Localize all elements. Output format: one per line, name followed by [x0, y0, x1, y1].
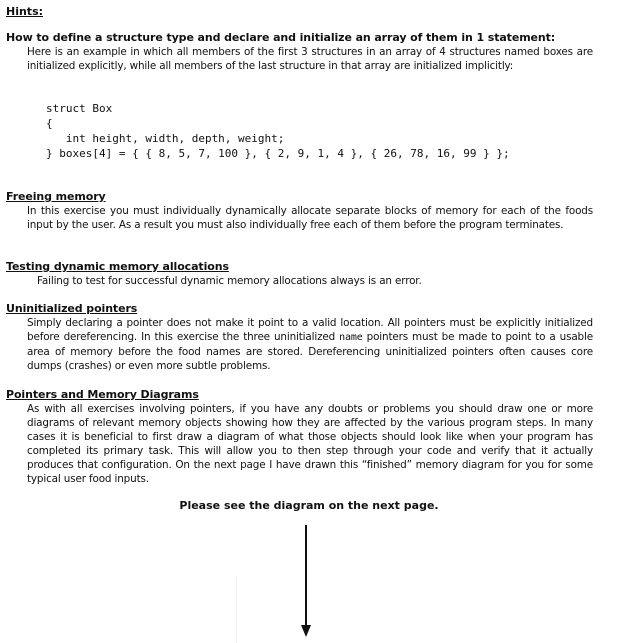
name-code-word: name: [339, 332, 363, 343]
hints-heading: Hints:: [6, 5, 44, 18]
down-arrow-icon: [300, 525, 312, 640]
uninit-text-after: pointers must be made to point to a usable area of memory before the food names are stored. Dereferencing uninitialized pointers often causes core dumps (crashes) or even more subtle problems.: [27, 331, 593, 372]
testing-heading: Testing dynamic memory allocations: [6, 260, 229, 273]
testing-paragraph: Failing to test for successful dynamic memory allocations always is an error.: [37, 275, 422, 287]
uninit-text-before: Simply declaring a pointer does not make it point to a valid location. All pointers must be explicitly initialized before dereferencing. In this exercise the three uninitialized: [27, 317, 593, 343]
divider: [236, 576, 237, 643]
diagrams-heading: Pointers and Memory Diagrams: [6, 388, 199, 401]
structure-paragraph: Here is an example in which all members of the first 3 structures in an array of 4 structures named boxes are initialized explicitly, while all members of the last structure in that array are initialized implicitly:: [27, 46, 593, 72]
structure-heading: How to define a structure type and declare and initialize an array of them in 1 statement:: [6, 31, 556, 44]
uninit-heading: Uninitialized pointers: [6, 302, 138, 315]
next-page-note: Please see the diagram on the next page.: [179, 499, 439, 512]
freeing-heading: Freeing memory: [6, 190, 106, 203]
code-example: struct Box { int height, width, depth, weight; } boxes[4] = { { 8, 5, 7, 100 }, { 2, 9, 1, 4 }, { 26, 78, 16, 99 } };: [46, 102, 510, 160]
freeing-paragraph: In this exercise you must individually dynamically allocate separate blocks of memory for each of the foods input by the user. As a result you must also individually free each of them before the program terminates.: [27, 205, 593, 231]
uninit-paragraph: [27, 316, 593, 373]
diagrams-paragraph: As with all exercises involving pointers, if you have any doubts or problems you should draw one or more diagrams of relevant memory objects showing how they are affected by the various program steps. In many cases it is beneficial to first draw a diagram of what those objects should look like when your program has completed its primary task. This will allow you to then step through your code and verify that it actually produces that configuration. On the next page I have drawn this “finished” memory diagram for you for some typical user food inputs.: [27, 403, 593, 485]
